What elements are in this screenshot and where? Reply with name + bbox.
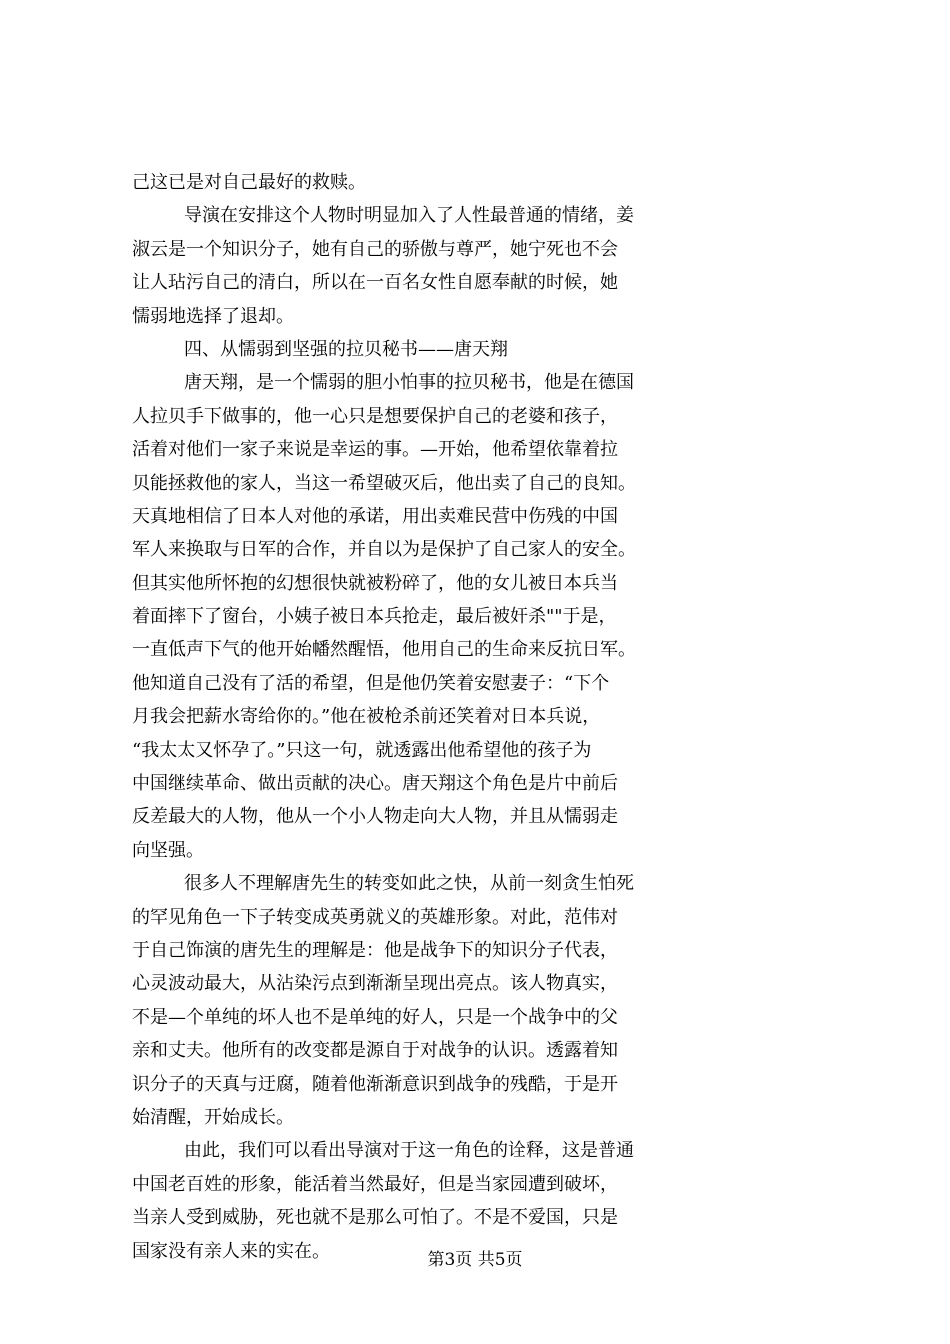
- text-line: 由此，我们可以看出导演对于这一角色的诠释，这是普通: [184, 1140, 634, 1162]
- text-line: 四、从懦弱到坚强的拉贝秘书——唐天翔: [184, 338, 508, 360]
- text-line: 让人玷污自己的清白，所以在一百名女性自愿奉献的时候，她: [132, 272, 618, 294]
- text-line: 向坚强。: [132, 839, 204, 861]
- text-line: 不是—个单纯的坏人也不是单纯的好人，只是一个战争中的父: [132, 1006, 618, 1028]
- text-line: 于自己饰演的唐先生的理解是：他是战争下的知识分子代表，: [132, 939, 618, 961]
- text-line: 很多人不理解唐先生的转变如此之快，从前一刻贪生怕死: [184, 873, 634, 895]
- text-line: 人拉贝手下做事的，他一心只是想要保护自己的老婆和孩子，: [132, 405, 618, 427]
- text-line: 一直低声下气的他开始幡然醒悟，他用自己的生命来反抗日军。: [132, 639, 636, 661]
- text-line: 己这已是对自己最好的救赎。: [132, 172, 366, 193]
- text-line: 的罕见角色一下子转变成英勇就义的英雄形象。对此，范伟对: [132, 906, 618, 928]
- text-line: 中国老百姓的形象，能活着当然最好，但是当家园遭到破坏，: [132, 1173, 618, 1195]
- text-line: 导演在安排这个人物时明显加入了人性最普通的情绪，姜: [184, 205, 634, 227]
- text-line: 活着对他们一家子来说是幸运的事。—开始，他希望依靠着拉: [132, 439, 618, 461]
- text-line: 识分子的天真与迂腐，随着他渐渐意识到战争的残酷，于是开: [132, 1073, 618, 1095]
- text-line: 反差最大的人物，他从一个小人物走向大人物，并且从懦弱走: [132, 806, 618, 828]
- text-line: 着面摔下了窗台，小姨子被日本兵抢走，最后被奸杀""于是，: [132, 606, 617, 628]
- document-body: [132, 166, 832, 1268]
- text-line: 亲和丈夫。他所有的改变都是源自于对战争的认识。透露着知: [132, 1040, 618, 1062]
- text-line: 当亲人受到威胁，死也就不是那么可怕了。不是不爱国，只是: [132, 1207, 618, 1229]
- page-number-footer: 第3页 共5页: [427, 1250, 523, 1270]
- text-line: 天真地相信了日本人对他的承诺，用出卖难民营中伤残的中国: [132, 505, 618, 527]
- text-line: 他知道自己没有了活的希望，但是他仍笑着安慰妻子：“下个: [132, 672, 610, 694]
- text-line: 淑云是一个知识分子，她有自己的骄傲与尊严，她宁死也不会: [132, 238, 618, 260]
- text-line: 月我会把薪水寄给你的。”他在被枪杀前还笑着对日本兵说，: [132, 706, 601, 728]
- text-line: 中国继续革命、做出贡献的决心。唐天翔这个角色是片中前后: [132, 773, 618, 795]
- text-line: “我太太又怀孕了。”只这一句，就透露出他希望他的孩子为: [132, 739, 592, 761]
- text-line: 唐天翔，是一个懦弱的胆小怕事的拉贝秘书，他是在德国: [184, 372, 634, 394]
- text-line: 但其实他所怀抱的幻想很快就被粉碎了，他的女儿被日本兵当: [132, 572, 618, 594]
- text-line: 军人来换取与日军的合作，并自以为是保护了自己家人的安全。: [132, 539, 636, 561]
- text-line: 始清醒，开始成长。: [132, 1106, 294, 1128]
- text-line: 心灵波动最大，从沾染污点到渐渐呈现出亮点。该人物真实，: [132, 973, 618, 995]
- text-line: 国家没有亲人来的实在。: [132, 1240, 330, 1262]
- text-line: 贝能拯救他的家人，当这一希望破灭后，他出卖了自己的良知。: [132, 472, 636, 494]
- text-line: 懦弱地选择了退却。: [132, 305, 294, 327]
